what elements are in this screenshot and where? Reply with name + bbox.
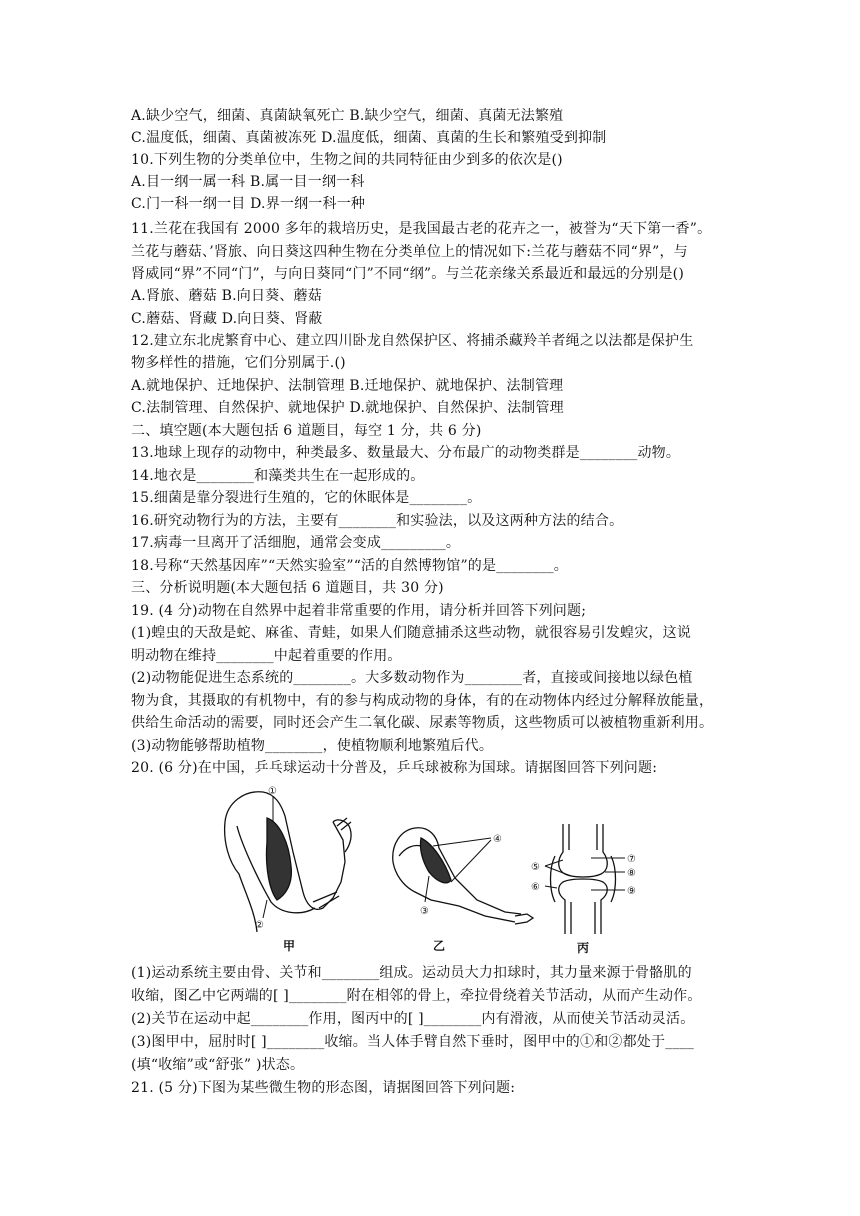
label-6: ⑥ bbox=[531, 882, 540, 893]
text-line: (3)图甲中，屈肘时[ ]________收缩。当人体手臂自然下垂时，图甲中的①和②都处于____ bbox=[131, 1034, 695, 1050]
text-line: 19. (4 分)动物在自然界中起着非常重要的作用，请分析并回答下列问题; bbox=[131, 603, 587, 619]
text-line: A.缺少空气，细菌、真菌缺氧死亡 B.缺少空气，细菌、真菌无法繁殖 bbox=[131, 108, 564, 124]
text-line: 明动物在维持________中起着重要的作用。 bbox=[131, 648, 402, 664]
text-line: (3)动物能够帮助植物________，使植物顺利地繁殖后代。 bbox=[131, 738, 494, 754]
text-line: 收缩，图乙中它两端的[ ]________附在相邻的骨上，牵拉骨绕着关节活动，从而产生动作。 bbox=[131, 988, 702, 1004]
label-bing: 丙 bbox=[577, 941, 590, 955]
text-line: 20. (6 分)在中国，乒乓球运动十分普及，乒乓球被称为国球。请据图回答下列问题: bbox=[131, 760, 658, 776]
text-line: 肾威同“界”不同“门”，与向日葵同“门”不同“纲”。与兰花亲缘关系最近和最远的分别是() bbox=[131, 266, 684, 282]
text-line: C.门一科一纲一目 D.界一纲一科一种 bbox=[131, 196, 366, 212]
text-line: 21. (5 分)下图为某些微生物的形态图，请据图回答下列问题: bbox=[131, 1080, 516, 1096]
text-line: 10.下列生物的分类单位中，生物之间的共同特征由少到多的依次是() bbox=[131, 152, 563, 168]
text-line: A.就地保护、迁地保护、法制管理 B.迁地保护、就地保护、法制管理 bbox=[131, 378, 564, 394]
text-line: (填“收缩”或“舒张” )状态。 bbox=[131, 1057, 305, 1073]
text-line: 12.建立东北虎繁育中心、建立四川卧龙自然保护区、将捕杀藏羚羊者绳之以法都是保护生 bbox=[131, 333, 694, 349]
label-9: ⑨ bbox=[627, 886, 636, 897]
text-line: 物多样性的措施，它们分别属于.() bbox=[131, 355, 346, 371]
figure-bing-joint bbox=[551, 824, 616, 934]
label-yi: 乙 bbox=[433, 939, 446, 953]
text-line: (2)关节在运动中起________作用，图丙中的[ ]________内有滑液，从而使关节活动灵活。 bbox=[131, 1011, 695, 1027]
label-5: ⑤ bbox=[531, 862, 540, 873]
text-line: C.温度低，细菌、真菌被冻死 D.温度低，细菌、真菌的生长和繁殖受到抑制 bbox=[131, 130, 607, 146]
text-line: C.蘑菇、肾藏 D.向日葵、肾蔽 bbox=[131, 311, 323, 327]
text-line: 13.地球上现存的动物中，种类最多、数量最大、分布最广的动物类群是________动物。 bbox=[131, 445, 681, 461]
section-heading: 二、填空题(本大题包括 6 道题目，每空 1 分，共 6 分) bbox=[131, 423, 482, 439]
text-line: 17.病毒一旦离开了活细胞，通常会变成_________。 bbox=[131, 535, 461, 551]
text-line: 兰花与蘑菇、’肾旅、向日葵这四种生物在分类单位上的情况如下:兰花与蘑菇不同“界”，与 bbox=[131, 244, 688, 260]
text-line: 11.兰花在我国有 2000 多年的栽培历史，是我国最古老的花卉之一，被誉为“天下第一香”。 bbox=[131, 221, 712, 237]
label-jia: 甲 bbox=[283, 939, 296, 953]
text-line: 16.研究动物行为的方法，主要有________和实验法，以及这两种方法的结合。 bbox=[131, 513, 624, 529]
text-line: C.法制管理、自然保护、就地保护 D.就地保护、自然保护、法制管理 bbox=[131, 400, 564, 416]
label-2: ② bbox=[255, 920, 264, 931]
label-4: ④ bbox=[493, 834, 502, 845]
text-line: A.目一纲一属一科 B.属一目一纲一科 bbox=[131, 174, 365, 190]
text-line: 18.号称“天然基因库”“天然实验室”“活的自然博物馆”的是________。 bbox=[131, 558, 569, 574]
text-line: (1)运动系统主要由骨、关节和________组成。运动员大力扣球时，其力量来源于骨骼肌的 bbox=[131, 965, 692, 981]
section-heading: 三、分析说明题(本大题包括 6 道题目，共 30 分) bbox=[131, 580, 444, 596]
label-3: ③ bbox=[420, 906, 429, 917]
text-line: 物为食，其摄取的有机物中，有的参与构成动物的身体，有的在动物体内经过分解释放能量， bbox=[131, 693, 714, 709]
text-line: 14.地衣是________和藻类共生在一起形成的。 bbox=[131, 468, 425, 484]
text-line: (2)动物能促进生态系统的________。大多数动物作为________者，直接或间接地以绿色植 bbox=[131, 670, 693, 686]
text-line: 15.细菌是靠分裂进行生殖的，它的休眠体是________。 bbox=[131, 490, 482, 506]
text-line: 供给生命活动的需要，同时还会产生二氧化碳、尿素等物质，这些物质可以被植物重新利用。 bbox=[131, 715, 714, 731]
figure-jia-arm bbox=[225, 792, 351, 932]
anatomy-figure bbox=[215, 782, 685, 960]
label-7: ⑦ bbox=[627, 854, 636, 865]
label-1: ① bbox=[268, 786, 277, 797]
text-line: A.肾旅、蘑菇 B.向日葵、蘑菇 bbox=[131, 288, 322, 304]
text-line: (1)蝗虫的天敌是蛇、麻雀、青蛙，如果人们随意捕杀这些动物，就很容易引发蝗灾，这说 bbox=[131, 625, 692, 641]
label-8: ⑧ bbox=[627, 868, 636, 879]
